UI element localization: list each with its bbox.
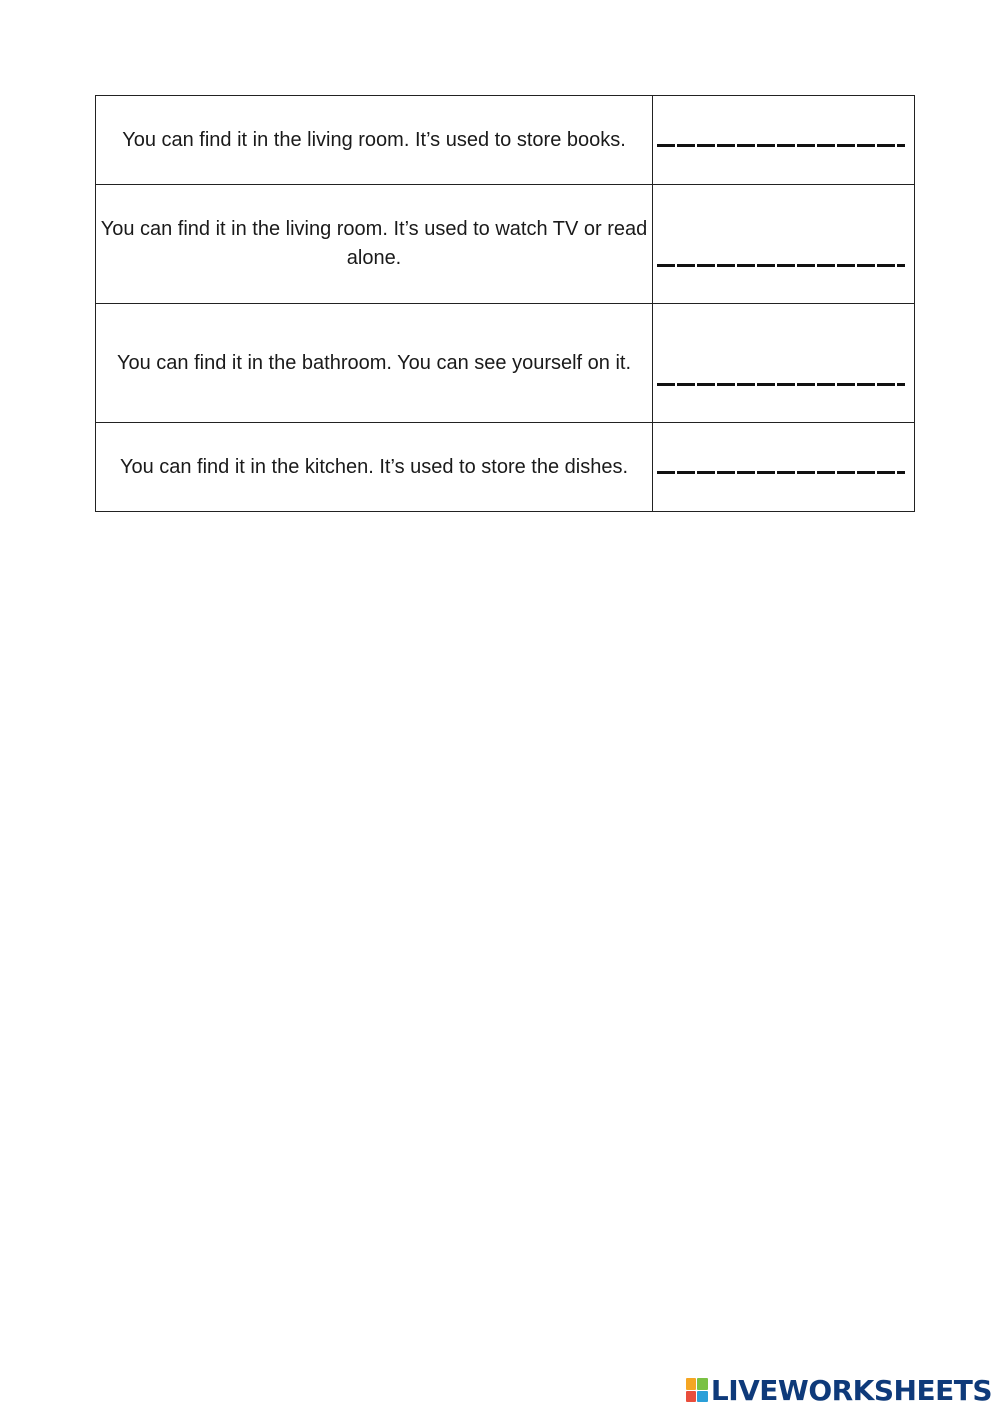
logo-square: [697, 1378, 708, 1390]
clue-text: You can find it in the bathroom. You can see yourself on it.: [96, 304, 653, 423]
logo-square: [686, 1378, 697, 1390]
answer-blank[interactable]: [653, 96, 915, 185]
table-row: [96, 423, 915, 512]
table-row: [96, 185, 915, 304]
answer-line: [657, 383, 905, 386]
logo-square: [686, 1391, 697, 1403]
brand-name: LIVEWORKSHEETS: [710, 1373, 992, 1407]
liveworksheets-logo-icon: [686, 1378, 708, 1402]
clue-text: You can find it in the living room. It’s used to watch TV or read alone.: [96, 185, 653, 304]
logo-square: [697, 1391, 708, 1403]
table-row: [96, 96, 915, 185]
answer-line: [657, 144, 905, 147]
liveworksheets-brand[interactable]: [686, 1375, 992, 1405]
table-row: [96, 304, 915, 423]
answer-blank[interactable]: [653, 304, 915, 423]
answer-line: [657, 471, 905, 474]
worksheet-table: [95, 95, 915, 512]
answer-blank[interactable]: [653, 423, 915, 512]
answer-line: [657, 264, 905, 267]
answer-blank[interactable]: [653, 185, 915, 304]
clue-text: You can find it in the living room. It’s used to store books.: [96, 96, 653, 185]
clue-text: You can find it in the kitchen. It’s used to store the dishes.: [96, 423, 653, 512]
